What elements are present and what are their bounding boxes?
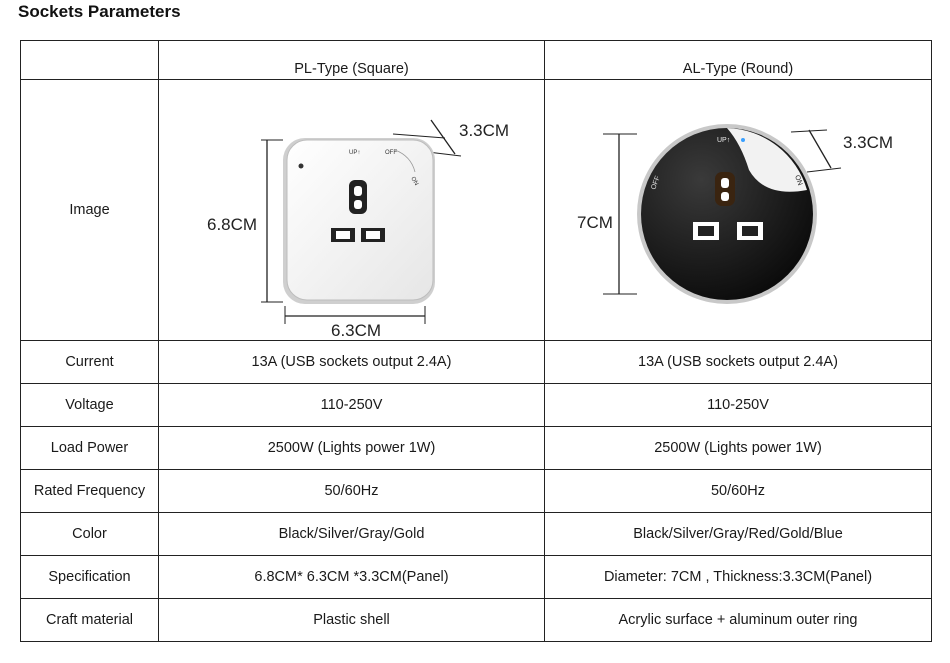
round-height-label: 7CM (577, 213, 613, 232)
table-row (21, 470, 932, 513)
table-row (21, 599, 932, 642)
table-row (21, 341, 932, 384)
header-empty-cell (21, 41, 159, 80)
row-label: Load Power (21, 427, 159, 470)
al-value: 50/60Hz (545, 470, 932, 513)
row-label: Rated Frequency (21, 470, 159, 513)
round-socket-image (545, 80, 932, 340)
round-depth-label: 3.3CM (843, 133, 894, 152)
round-on-mark: ON (793, 174, 804, 187)
pl-value: 13A (USB sockets output 2.4A) (159, 341, 545, 384)
square-socket-image (159, 80, 545, 340)
pl-value: 50/60Hz (159, 470, 545, 513)
square-off-mark: OFF (385, 150, 397, 156)
pl-value: Plastic shell (159, 599, 545, 642)
square-width-label: 6.3CM (331, 321, 382, 340)
row-label: Current (21, 341, 159, 384)
parameters-table (20, 40, 932, 642)
page-title: Sockets Parameters (18, 2, 181, 21)
al-value: 13A (USB sockets output 2.4A) (545, 341, 932, 384)
al-value: 110-250V (545, 384, 932, 427)
round-up-mark: UP↑ (717, 137, 731, 144)
square-height-label: 6.8CM (207, 215, 258, 234)
square-up-mark: UP↑ (349, 150, 361, 156)
al-value: 2500W (Lights power 1W) (545, 427, 932, 470)
al-value: Black/Silver/Gray/Red/Gold/Blue (545, 513, 932, 556)
header-pl-type: PL-Type (Square) (159, 41, 545, 80)
round-socket-image-cell (545, 80, 932, 341)
round-off-mark: OFF (650, 175, 662, 191)
table-row (21, 556, 932, 599)
row-label: Craft material (21, 599, 159, 642)
header-row (21, 41, 932, 80)
pl-value: 2500W (Lights power 1W) (159, 427, 545, 470)
row-label: Voltage (21, 384, 159, 427)
pl-value: 110-250V (159, 384, 545, 427)
table-row (21, 427, 932, 470)
square-on-mark: ON (409, 176, 419, 187)
image-row-label: Image (21, 80, 159, 341)
image-row (21, 80, 932, 341)
al-value: Acrylic surface + aluminum outer ring (545, 599, 932, 642)
row-label: Color (21, 513, 159, 556)
al-value: Diameter: 7CM , Thickness:3.3CM(Panel) (545, 556, 932, 599)
table-row (21, 384, 932, 427)
pl-value: Black/Silver/Gray/Gold (159, 513, 545, 556)
square-depth-label: 3.3CM (459, 121, 510, 140)
header-al-type: AL-Type (Round) (545, 41, 932, 80)
square-socket-image-cell (159, 80, 545, 341)
pl-value: 6.8CM* 6.3CM *3.3CM(Panel) (159, 556, 545, 599)
row-label: Specification (21, 556, 159, 599)
table-row (21, 513, 932, 556)
